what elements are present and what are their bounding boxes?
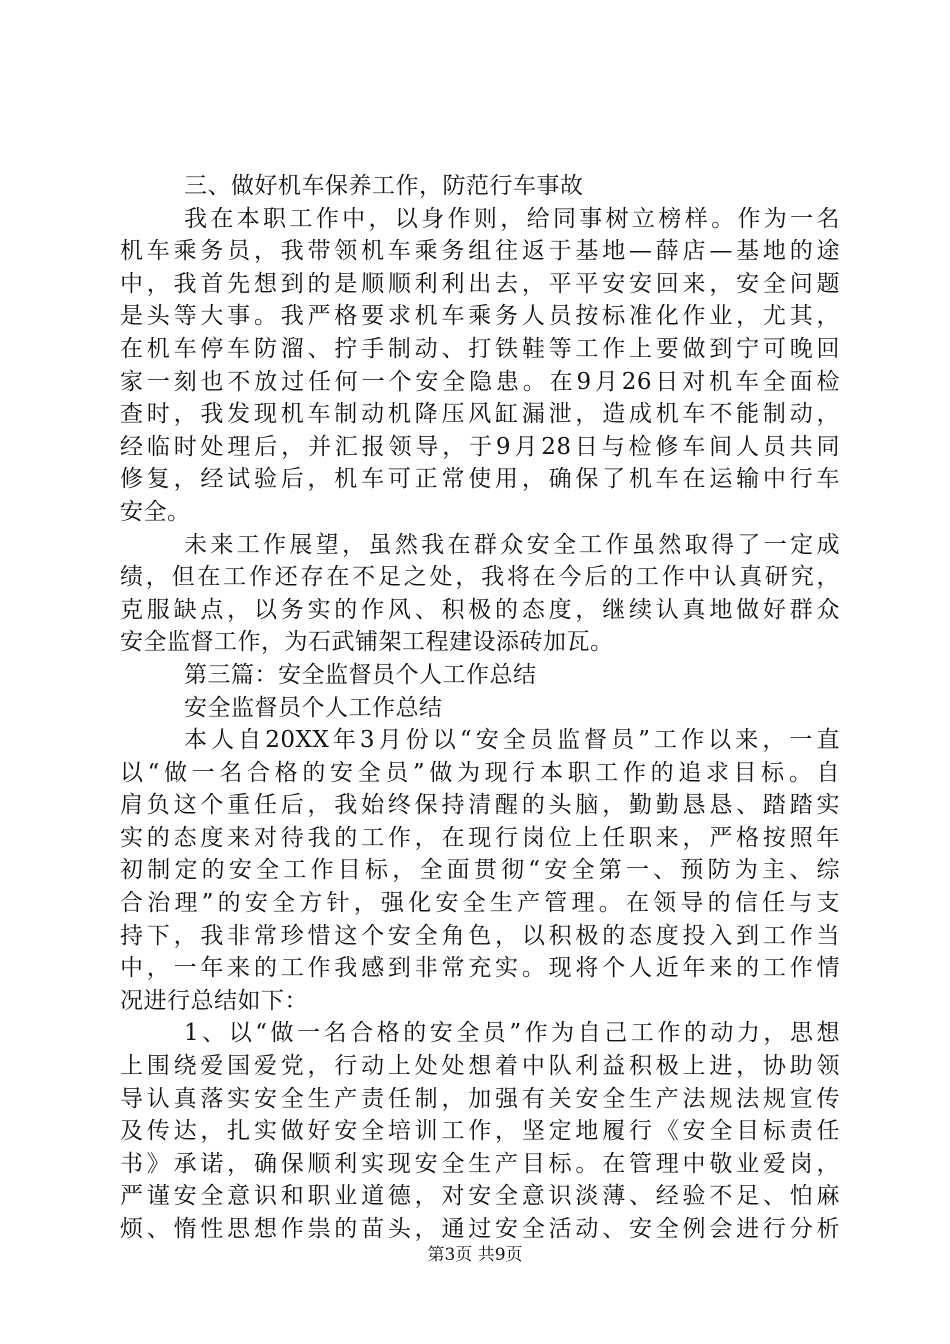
paragraph-line: 克服缺点，以务实的作风、积极的态度，继续认真地做好群众 [120, 596, 840, 623]
paragraph-line: 上围绕爱国爱党，行动上处处想着中队利益积极上进，协助领 [120, 1053, 840, 1080]
chapter-title: 第三篇：安全监督员个人工作总结 [184, 661, 537, 688]
paragraph-line: 初制定的安全工作目标，全面贯彻“安全第一、预防为主、综 [120, 857, 840, 884]
paragraph-line: 持下，我非常珍惜这个安全角色，以积极的态度投入到工作当 [120, 922, 840, 949]
document-body [120, 170, 840, 1246]
paragraph-line: 书》承诺，确保顺利实现安全生产目标。在管理中敬业爱岗， [120, 1150, 840, 1177]
page-number-footer: 第3页 共9页 [427, 1245, 523, 1265]
paragraph-line: 烦、惰性思想作祟的苗头，通过安全活动、安全例会进行分析 [120, 1216, 840, 1242]
paragraph-line: 中，我首先想到的是顺顺利利出去，平平安安回来，安全问题 [120, 270, 840, 297]
paragraph-line: 绩，但在工作还存在不足之处，我将在今后的工作中认真研究， [120, 564, 840, 591]
paragraph-line: 我在本职工作中，以身作则，给同事树立榜样。作为一名 [184, 205, 840, 232]
paragraph-line: 实的态度来对待我的工作，在现行岗位上任职来，严格按照年 [120, 824, 840, 851]
paragraph-line: 1、以“做一名合格的安全员”作为自己工作的动力，思想 [184, 1020, 840, 1047]
paragraph-line: 修复，经试验后，机车可正常使用，确保了机车在运输中行车 [120, 466, 840, 493]
paragraph-line: 本人自20XX年3月份以“安全员监督员”工作以来，一直 [184, 727, 840, 754]
paragraph-line: 严谨安全意识和职业道德，对安全意识淡薄、经验不足、怕麻 [120, 1183, 840, 1210]
paragraph-line: 合治理”的安全方针，强化安全生产管理。在领导的信任与支 [120, 890, 840, 917]
paragraph-line: 以“做一名合格的安全员”做为现行本职工作的追求目标。自 [120, 759, 840, 786]
section-heading: 三、做好机车保养工作，防范行车事故 [184, 173, 584, 199]
paragraph-line: 况进行总结如下： [120, 987, 308, 1014]
paragraph-line: 经临时处理后，并汇报领导，于9月28日与检修车间人员共同 [120, 433, 840, 460]
paragraph-line: 机车乘务员，我带领机车乘务组往返于基地—薛店—基地的途 [120, 238, 840, 265]
paragraph-line: 安全监督工作，为石武铺架工程建设添砖加瓦。 [120, 629, 614, 656]
article-title: 安全监督员个人工作总结 [184, 694, 443, 721]
paragraph-line: 家一刻也不放过任何一个安全隐患。在9月26日对机车全面检 [120, 368, 840, 395]
paragraph-line: 未来工作展望，虽然我在群众安全工作虽然取得了一定成 [184, 531, 840, 558]
paragraph-line: 是头等大事。我严格要求机车乘务人员按标准化作业，尤其， [120, 303, 840, 330]
paragraph-line: 及传达，扎实做好安全培训工作，坚定地履行《安全目标责任 [120, 1118, 840, 1145]
paragraph-line: 安全。 [120, 498, 191, 525]
paragraph-line: 中，一年来的工作我感到非常充实。现将个人近年来的工作情 [120, 955, 840, 982]
paragraph-line: 查时，我发现机车制动机降压风缸漏泄，造成机车不能制动， [120, 401, 840, 428]
paragraph-line: 肩负这个重任后，我始终保持清醒的头脑，勤勤恳恳、踏踏实 [120, 792, 840, 819]
paragraph-line: 在机车停车防溜、拧手制动、打铁鞋等工作上要做到宁可晚回 [120, 335, 840, 362]
paragraph-line: 导认真落实安全生产责任制，加强有关安全生产法规法规宣传 [120, 1085, 840, 1112]
